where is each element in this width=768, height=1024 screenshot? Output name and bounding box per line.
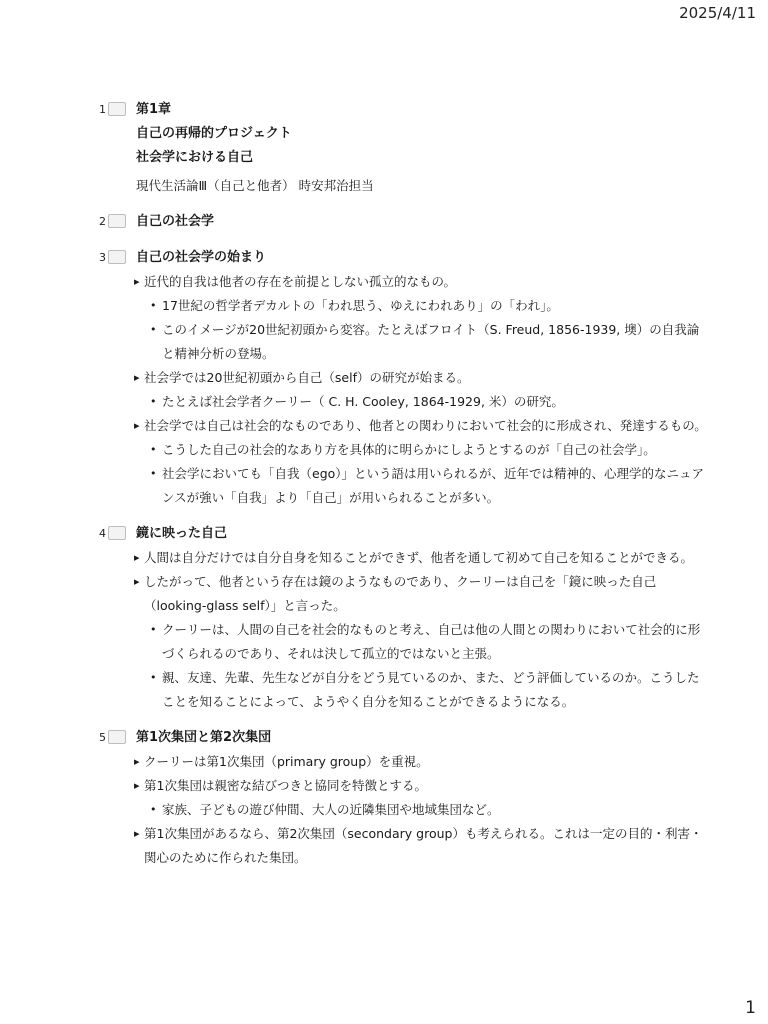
bullet-level-2: • クーリーは、人間の自己を社会的なものと考え、自己は他の人間との関わりにおいて社会的に形づくられるのであり、それは決して孤立的ではないと主張。: [136, 618, 708, 666]
bullet-level-2: • 親、友達、先輩、先生などが自分をどう見ているのか、また、どう評価しているのか。こうしたことを知ることによって、ようやく自分を知ることができるようになる。: [136, 666, 708, 714]
bullet-level-2: • 社会学においても「自我（ego）」という語は用いられるが、近年では精神的、心理学的なニュアンスが強い「自我」より「自己」が用いられることが多い。: [136, 462, 708, 510]
slide-marker[interactable]: [96, 728, 126, 746]
slide-thumbnail-icon[interactable]: [108, 250, 126, 264]
slide-subtitle: 現代生活論Ⅲ（自己と他者） 時安邦治担当: [136, 178, 374, 193]
slide-thumbnail-icon[interactable]: [108, 214, 126, 228]
slide-number: 5: [99, 730, 106, 744]
slide-thumbnail-icon[interactable]: [108, 102, 126, 116]
bullet-level-1: ▸ クーリーは第1次集団（primary group）を重視。: [136, 750, 708, 774]
slide-5: [0, 726, 768, 870]
slide-number: 3: [99, 250, 106, 264]
bullet-level-2: • 家族、子どもの遊び仲間、大人の近隣集団や地域集団など。: [136, 798, 708, 822]
bullet-level-2: • 17世紀の哲学者デカルトの「われ思う、ゆえにわれあり」の「われ」。: [136, 294, 708, 318]
slide-number: 4: [99, 526, 106, 540]
slide-title: 自己の社会学の始まり: [136, 250, 267, 265]
slide-title-line: 自己の再帰的プロジェクト: [136, 126, 292, 141]
slide-title: 第1次集団と第2次集団: [136, 730, 272, 745]
bullet-level-1: ▸ 人間は自分だけでは自分自身を知ることができず、他者を通して初めて自己を知ることができる。: [136, 546, 708, 570]
bullet-level-1: ▸ 近代的自我は他者の存在を前提としない孤立的なもの。: [136, 270, 708, 294]
slide-thumbnail-icon[interactable]: [108, 526, 126, 540]
slide-number: 2: [99, 214, 106, 228]
slide-title: 自己の社会学: [136, 214, 215, 229]
slide-title-line: 社会学における自己: [136, 150, 254, 165]
slide-title-line: 第1章: [136, 102, 172, 117]
bullet-level-2: • こうした自己の社会的なあり方を具体的に明らかにしようとするのが「自己の社会学」。: [136, 438, 708, 462]
bullet-level-2: • このイメージが20世紀初頭から変容。たとえばフロイト（S. Freud, 1856-1939, 墺）の自我論と精神分析の登場。: [136, 318, 708, 366]
slide-title: 鏡に映った自己: [136, 526, 228, 541]
slide-outline: [0, 98, 768, 882]
slide-marker[interactable]: [96, 212, 126, 230]
slide-4: [0, 522, 768, 714]
slide-number: 1: [99, 102, 106, 116]
print-date: 2025/4/11: [679, 4, 756, 22]
slide-marker[interactable]: [96, 100, 126, 118]
page-number: 1: [745, 998, 756, 1018]
slide-1: [0, 98, 768, 198]
bullet-level-1: ▸ 第1次集団があるなら、第2次集団（secondary group）も考えられる。これは一定の目的・利害・関心のために作られた集団。: [136, 822, 708, 870]
bullet-level-1: ▸ したがって、他者という存在は鏡のようなものであり、クーリーは自己を「鏡に映った自己（looking-glass self）」と言った。: [136, 570, 708, 618]
bullet-level-1: ▸ 社会学では自己は社会的なものであり、他者との関わりにおいて社会的に形成され、発達するもの。: [136, 414, 708, 438]
bullet-level-1: ▸ 第1次集団は親密な結びつきと協同を特徴とする。: [136, 774, 708, 798]
bullet-level-1: ▸ 社会学では20世紀初頭から自己（self）の研究が始まる。: [136, 366, 708, 390]
slide-thumbnail-icon[interactable]: [108, 730, 126, 744]
slide-3: [0, 246, 768, 510]
slide-2: [0, 210, 768, 234]
slide-marker[interactable]: [96, 248, 126, 266]
slide-marker[interactable]: [96, 524, 126, 542]
bullet-level-2: • たとえば社会学者クーリー（ C. H. Cooley, 1864-1929, 米）の研究。: [136, 390, 708, 414]
